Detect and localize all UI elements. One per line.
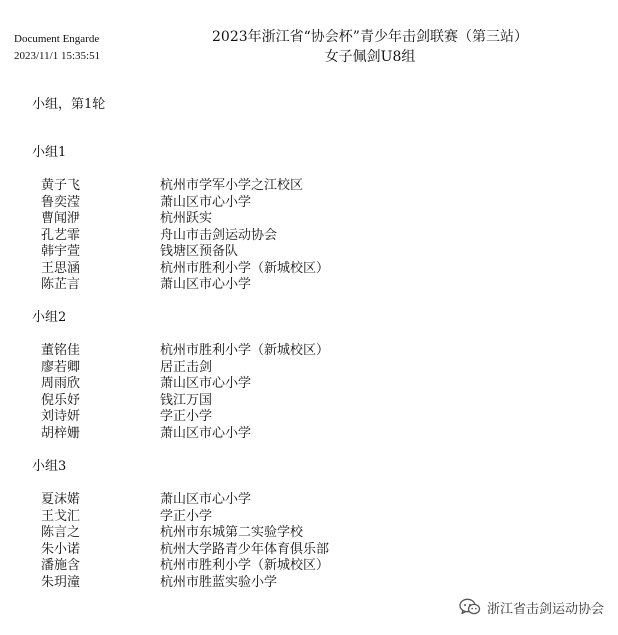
fencer-club: 杭州市学军小学之江校区: [160, 178, 304, 193]
pool-label: 小组3: [32, 459, 67, 474]
document-meta: [14, 31, 100, 65]
fencer-row: [0, 227, 618, 244]
software-name: Document Engarde: [14, 33, 100, 45]
fencer-name: 胡梓姗: [41, 425, 81, 441]
round-title: 小组，第1轮: [32, 97, 106, 112]
fencer-row: [0, 177, 618, 194]
fencer-name: 倪乐妤: [41, 392, 81, 408]
fencer-row: [0, 194, 618, 211]
fencer-row: [0, 574, 618, 591]
fencer-name: 朱玥潼: [41, 574, 81, 590]
fencer-club: 杭州市胜利小学（新城校区）: [160, 558, 330, 573]
fencer-name: 夏沫婼: [41, 492, 81, 507]
event-subtitle: 女子佩剑U8组: [324, 49, 416, 65]
fencer-name: 孔艺霏: [41, 227, 81, 243]
document-title-block: [150, 27, 590, 67]
fencer-row: [0, 557, 618, 574]
fencer-row: [0, 260, 618, 277]
fencer-club: 杭州大学路青少年体育俱乐部: [160, 541, 330, 557]
fencer-row: [0, 491, 618, 508]
fencer-row: [0, 541, 618, 558]
fencer-name: 廖若卿: [41, 359, 81, 375]
fencer-row: [0, 342, 618, 359]
fencer-name: 鲁奕滢: [41, 194, 81, 210]
fencer-club: 学正小学: [160, 409, 213, 424]
pool-label: 小组2: [32, 310, 67, 325]
fencer-club: 杭州市胜利小学（新城校区）: [160, 260, 330, 276]
fencer-name: 曹闻洢: [41, 211, 81, 226]
fencer-club: 萧山区市心小学: [160, 194, 252, 210]
fencer-club: 钱江万国: [160, 392, 213, 408]
fencer-row: [0, 243, 618, 260]
fencer-row: [0, 524, 618, 541]
fencer-name: 韩宇萱: [41, 244, 81, 259]
fencer-club: 杭州市胜蓝实验小学: [160, 574, 278, 590]
fencer-row: [0, 425, 618, 442]
fencer-club: 学正小学: [160, 508, 213, 524]
fencer-name: 周雨欣: [41, 376, 81, 391]
fencer-name: 陈芷言: [41, 277, 81, 292]
fencer-name: 王戈汇: [41, 508, 81, 524]
fencer-name: 董铭佳: [41, 343, 81, 358]
competition-title: 2023年浙江省“协会杯”青少年击剑联赛（第三站）: [212, 29, 528, 45]
fencer-club: 杭州跃实: [160, 211, 213, 226]
fencer-club: 钱塘区预备队: [160, 244, 239, 259]
print-timestamp: 2023/11/1 15:35:51: [14, 50, 101, 62]
fencer-club: 居正击剑: [160, 359, 213, 375]
fencer-row: [0, 375, 618, 392]
fencer-row: [0, 392, 618, 409]
fencer-club: 萧山区市心小学: [160, 277, 252, 292]
fencer-club: 萧山区市心小学: [160, 425, 252, 441]
fencer-row: [0, 408, 618, 425]
fencer-row: [0, 508, 618, 525]
fencer-club: 杭州市胜利小学（新城校区）: [160, 343, 330, 358]
fencer-name: 王思涵: [41, 260, 81, 276]
fencer-name: 陈言之: [41, 525, 81, 540]
wechat-icon: [459, 598, 481, 616]
fencer-name: 朱小诺: [41, 541, 81, 557]
fencer-name: 黄子飞: [41, 178, 81, 193]
watermark-text: 浙江省击剑运动协会: [486, 601, 604, 617]
pool-label: 小组1: [32, 145, 67, 160]
fencer-row: [0, 276, 618, 293]
fencer-club: 舟山市击剑运动协会: [160, 227, 278, 243]
fencer-name: 刘诗妍: [41, 409, 81, 424]
fencer-club: 萧山区市心小学: [160, 376, 252, 391]
fencer-name: 潘施含: [41, 558, 81, 573]
fencer-row: [0, 359, 618, 376]
watermark: [459, 596, 604, 618]
fencer-club: 杭州市东城第二实验学校: [160, 525, 304, 540]
fencer-club: 萧山区市心小学: [160, 492, 252, 507]
fencer-row: [0, 210, 618, 227]
